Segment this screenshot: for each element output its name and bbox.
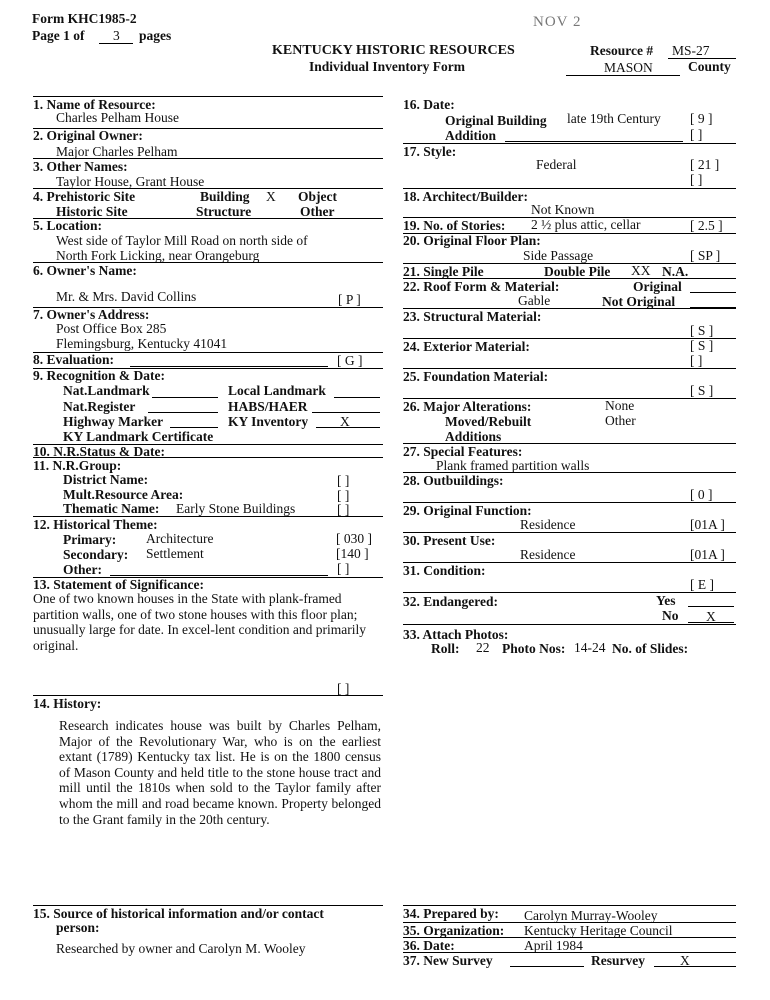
page-prefix: Page 1 of [32,28,85,43]
form-subtitle: Individual Inventory Form [309,59,466,74]
f11-thematic-value: Early Stone Buildings [176,501,296,516]
f28-label: 28. Outbuildings: [403,473,504,488]
f15-label-2: person: [56,920,100,935]
f23-label: 23. Structural Material: [403,309,542,324]
f30-value: Residence [520,547,576,562]
f33-roll: Roll: [431,641,460,656]
f16-original-value: late 19th Century [567,111,661,126]
f12-primary: Primary: [63,532,117,547]
f26-additions: Additions [445,429,502,444]
f18-value: Not Known [531,202,595,217]
f17-code: [ 21 ] [690,157,720,172]
f26-none: None [605,398,635,413]
f21-label: 21. Single Pile [403,264,484,279]
f10-label: 10. N.R.Status & Date: [33,444,165,459]
f12-primary-value: Architecture [146,531,214,546]
f26-other: Other [605,413,636,428]
f19-label: 19. No. of Stories: [403,218,506,233]
f4-label: 4. Prehistoric Site [33,189,136,204]
f12-primary-code: [ 030 ] [336,531,372,546]
f9-nat-register-line [148,412,218,413]
f12-secondary-code: [140 ] [336,546,369,561]
f9-ky-inventory-line [316,427,380,428]
f9-ky-inventory-x: X [340,414,350,429]
f11-label: 11. N.R.Group: [33,458,122,473]
f7-line1: Post Office Box 285 [56,321,167,336]
f12-secondary-value: Settlement [146,546,204,561]
f6-code: [ P ] [338,292,361,307]
f15-label: 15. Source of historical information and/or contact [33,906,324,921]
f33-photo-value: 14-24 [574,640,606,655]
county-value: MASON [604,60,653,75]
f29-label: 29. Original Function: [403,503,532,518]
f3-label: 3. Other Names: [33,159,128,174]
f32-no: No [662,608,679,623]
f32-no-line [688,622,734,623]
f9-habs-line [312,412,380,413]
f4-other: Other [300,204,335,219]
f21-double-x: XX [631,263,651,278]
f32-no-x: X [706,609,716,624]
f5-line1: West side of Taylor Mill Road on north side of [56,233,308,248]
f2-label: 2. Original Owner: [33,128,143,143]
rule-32 [403,592,736,593]
f33-roll-value: 22 [476,640,490,655]
f26-moved: Moved/Rebuilt [445,414,532,429]
f9-highway-line [170,427,218,428]
f4-structure: Structure [196,204,252,219]
f24-label: 24. Exterior Material: [403,339,530,354]
f5-line2: North Fork Licking, near Orangeburg [56,248,260,263]
f19-code: [ 2.5 ] [690,218,723,233]
f12-label: 12. Historical Theme: [33,517,158,532]
f36-value: April 1984 [524,938,583,953]
page-total-underline [99,43,133,44]
f14-label: 14. History: [33,696,102,711]
f9-local-landmark: Local Landmark [228,383,326,398]
f7-line2: Flemingsburg, Kentucky 41041 [56,336,228,351]
f34-label: 34. Prepared by: [403,906,499,921]
page-suffix: pages [139,28,172,43]
f9-nat-register: Nat.Register [63,399,136,414]
f17-label: 17. Style: [403,144,457,159]
f25-code: [ S ] [690,383,714,398]
f35-label: 35. Organization: [403,923,505,938]
f27-value: Plank framed partition walls [436,458,590,473]
f22-label: 22. Roof Form & Material: [403,279,560,294]
f13-label: 13. Statement of Significance: [33,577,204,592]
f11-mult: Mult.Resource Area: [63,487,184,502]
f21-double-pile: Double Pile [544,264,611,279]
page-total: 3 [113,28,120,43]
f12-other: Other: [63,562,102,577]
f16-addition-line [505,141,683,142]
f21-na: N.A. [662,264,689,279]
f37-label: 37. New Survey [403,953,493,968]
f16-addition: Addition [445,128,497,143]
f4-building-x: X [266,189,276,204]
county-underline [566,75,680,76]
f2-value: Major Charles Pelham [56,144,178,159]
f13-code: [ ] [337,681,350,696]
f5-label: 5. Location: [33,218,102,233]
f9-highway: Highway Marker [63,414,164,429]
received-stamp: NOV 2 [533,14,582,30]
f32-yes-line [688,606,734,607]
resource-label: Resource # [590,43,654,58]
f11-mult-code: [ ] [337,488,350,503]
f14-text: Research indicates house was built by Charles Pelham, Major of the Revolutionary War, who is on the earliest extant (1789) Kentucky tax list. He is on the 1800 census of Mason County and held title to the stone house tract and mill until the 1810s when sold to the Taylor family after whom the mill and road became known. Property belonged to the Grant family in the 20th century. [59,718,381,827]
f7-label: 7. Owner's Address: [33,307,150,322]
f37-resurvey-line [654,966,736,967]
f11-district: District Name: [63,472,149,487]
f6-value: Mr. & Mrs. David Collins [56,289,197,304]
f25-label: 25. Foundation Material: [403,369,549,384]
f22-original-line [690,292,736,293]
f8-underline [130,366,328,367]
f11-thematic-code: [ ] [337,502,350,517]
f3-value: Taylor House, Grant House [56,174,205,189]
f35-value: Kentucky Heritage Council [524,923,673,938]
f11-thematic: Thematic Name: [63,501,160,516]
f31-code: [ E ] [690,577,714,592]
f24-code: [ S ] [690,338,714,353]
form-number: Form KHC1985-2 [32,11,137,26]
f16-original-code: [ 9 ] [690,111,713,126]
f15-value: Researched by owner and Carolyn M. Wooley [56,941,306,956]
rule-33 [403,624,736,625]
f37-resurvey-x: X [680,953,690,968]
county-label: County [688,59,731,74]
resource-number: MS-27 [672,43,710,58]
f33-label: 33. Attach Photos: [403,627,509,642]
f30-code: [01A ] [690,547,725,562]
f27-label: 27. Special Features: [403,444,523,459]
f36-label: 36. Date: [403,938,455,953]
f33-slides: No. of Slides: [612,641,689,656]
f20-code: [ SP ] [690,248,721,263]
f9-habs: HABS/HAER [228,399,308,414]
f17-code-2: [ ] [690,172,703,187]
f8-code: [ G ] [337,353,363,368]
f9-nat-landmark-line [152,397,218,398]
f37-resurvey: Resurvey [591,953,645,968]
f22-value: Gable [518,293,551,308]
f33-photo-nos: Photo Nos: [502,641,566,656]
f24-code-2: [ ] [690,353,703,368]
f31-label: 31. Condition: [403,563,486,578]
f13-text: One of two known houses in the State with plank-framed partition walls, one of two stone houses with this floor plan; unusually large for date. In excel-lent condition and primarily original. [33,591,367,653]
f19-value: 2 ½ plus attic, cellar [531,217,641,232]
f28-code: [ 0 ] [690,487,713,502]
f32-label: 32. Endangered: [403,594,499,609]
f34-value: Carolyn Murray-Wooley [524,908,658,923]
f4-building: Building [200,189,250,204]
f1-value: Charles Pelham House [56,110,179,125]
f32-yes: Yes [656,593,676,608]
f20-label: 20. Original Floor Plan: [403,233,541,248]
f12-other-line [110,575,328,576]
f37-new-survey-line [510,966,584,967]
f16-original-building: Original Building [445,113,547,128]
f9-nat-landmark: Nat.Landmark [63,383,150,398]
f16-addition-code: [ ] [690,127,703,142]
f8-label: 8. Evaluation: [33,352,115,367]
f22-not-original: Not Original [602,294,676,309]
f6-label: 6. Owner's Name: [33,263,137,278]
form-title: KENTUCKY HISTORIC RESOURCES [272,43,515,58]
f4-object: Object [298,189,337,204]
f12-other-code: [ ] [337,561,350,576]
f4-historic-site: Historic Site [56,204,128,219]
f9-ky-landmark-cert: KY Landmark Certificate [63,429,214,444]
f11-district-code: [ ] [337,473,350,488]
f9-label: 9. Recognition & Date: [33,368,165,383]
f29-value: Residence [520,517,576,532]
f17-value: Federal [536,157,577,172]
f12-secondary: Secondary: [63,547,129,562]
f9-ky-inventory: KY Inventory [228,414,309,429]
f26-label: 26. Major Alterations: [403,399,532,414]
f18-label: 18. Architect/Builder: [403,189,528,204]
f29-code: [01A ] [690,517,725,532]
f23-code: [ S ] [690,323,714,338]
f30-label: 30. Present Use: [403,533,496,548]
f22-original: Original [633,279,682,294]
f16-label: 16. Date: [403,97,455,112]
f1-label: 1. Name of Resource: [33,97,156,112]
f9-local-line [334,397,380,398]
f20-value: Side Passage [523,248,594,263]
